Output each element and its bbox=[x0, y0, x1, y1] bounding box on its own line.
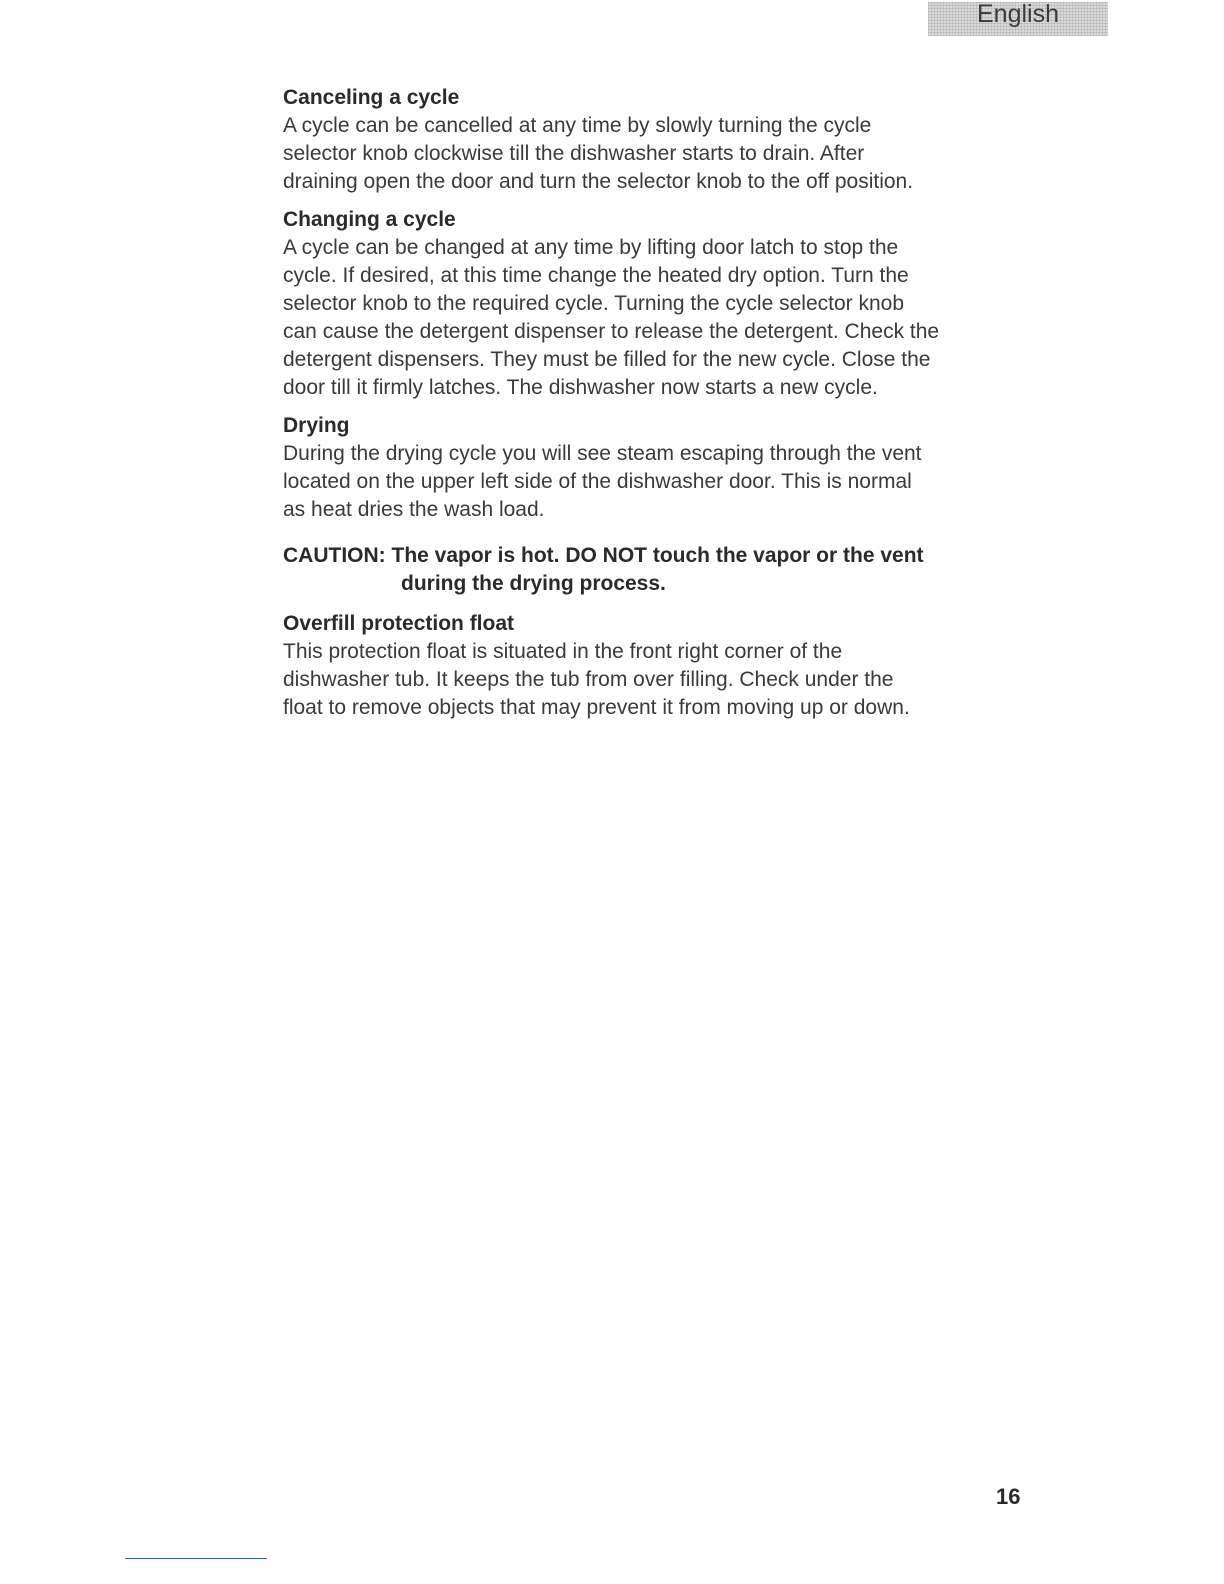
body-line: A cycle can be cancelled at any time by slowly turning the cycle bbox=[283, 114, 872, 137]
section-body bbox=[283, 440, 1043, 524]
body-line: This protection float is situated in the front right corner of the bbox=[283, 640, 843, 663]
section-heading: Canceling a cycle bbox=[283, 86, 460, 109]
body-line: as heat dries the wash load. bbox=[283, 498, 545, 521]
body-line: draining open the door and turn the selector knob to the off position. bbox=[283, 170, 914, 193]
section-heading: Overfill protection float bbox=[283, 612, 515, 635]
footer-divider bbox=[125, 1558, 267, 1559]
section-overfill-float bbox=[283, 610, 1043, 722]
section-canceling-cycle bbox=[283, 84, 1043, 196]
section-body bbox=[283, 112, 1043, 196]
body-line: dishwasher tub. It keeps the tub from over filling. Check under the bbox=[283, 668, 894, 691]
body-line: cycle. If desired, at this time change the heated dry option. Turn the bbox=[283, 264, 909, 287]
body-line: can cause the detergent dispenser to release the detergent. Check the bbox=[283, 320, 940, 343]
caution-line: during the drying process. bbox=[401, 572, 666, 595]
section-heading: Changing a cycle bbox=[283, 208, 456, 231]
manual-content bbox=[283, 84, 1043, 732]
body-line: door till it firmly latches. The dishwasher now starts a new cycle. bbox=[283, 376, 878, 399]
body-line: detergent dispensers. They must be filled for the new cycle. Close the bbox=[283, 348, 931, 371]
section-heading: Drying bbox=[283, 414, 350, 437]
language-tab: English bbox=[928, 2, 1108, 36]
body-line: located on the upper left side of the dishwasher door. This is normal bbox=[283, 470, 912, 493]
body-line: selector knob to the required cycle. Turning the cycle selector knob bbox=[283, 292, 904, 315]
body-line: selector knob clockwise till the dishwasher starts to drain. After bbox=[283, 142, 865, 165]
section-body bbox=[283, 234, 1043, 402]
caution-line: CAUTION: The vapor is hot. DO NOT touch the vapor or the vent bbox=[283, 544, 924, 567]
section-body bbox=[283, 638, 1043, 722]
caution-notice bbox=[283, 542, 1043, 598]
section-changing-cycle bbox=[283, 206, 1043, 402]
page-number: 16 bbox=[996, 1484, 1021, 1509]
body-line: A cycle can be changed at any time by lifting door latch to stop the bbox=[283, 236, 899, 259]
section-drying bbox=[283, 412, 1043, 524]
body-line: float to remove objects that may prevent it from moving up or down. bbox=[283, 696, 910, 719]
body-line: During the drying cycle you will see steam escaping through the vent bbox=[283, 442, 922, 465]
